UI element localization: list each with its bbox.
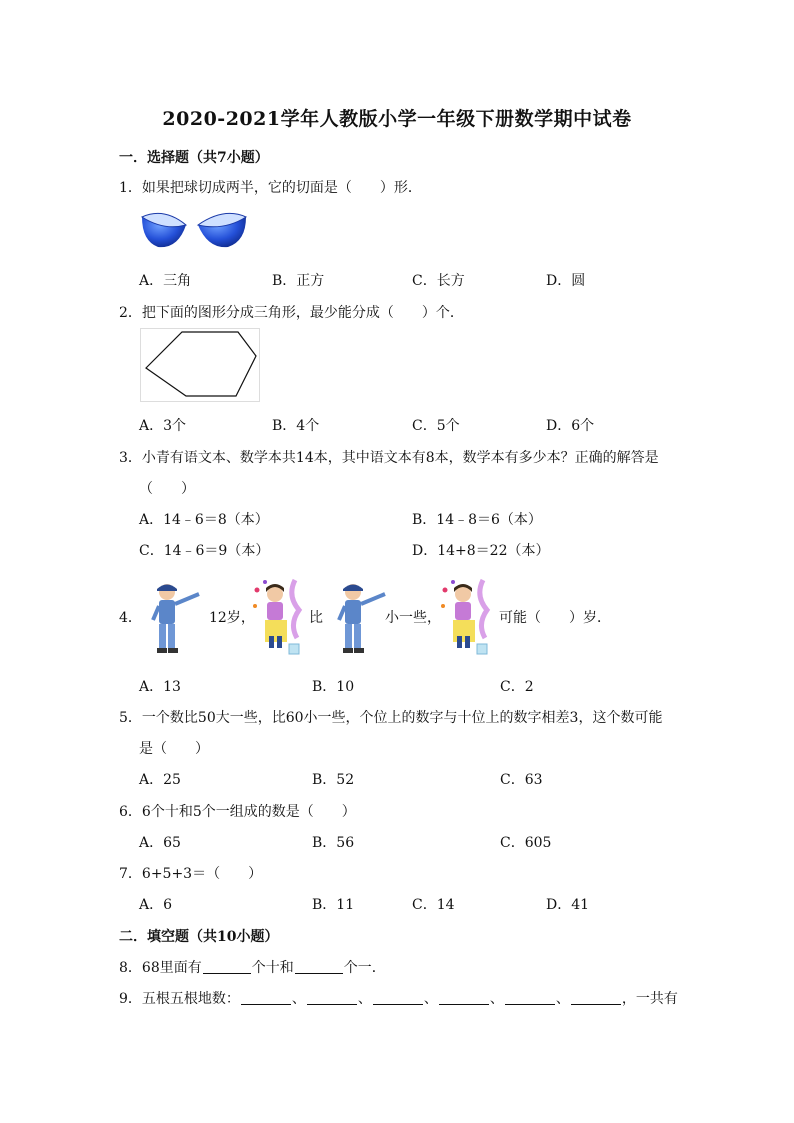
separator: 、 xyxy=(489,991,504,1007)
separator: 、 xyxy=(423,991,438,1007)
question-6-stem: 6．6个十和5个一组成的数是（ ） xyxy=(119,804,356,820)
question-4-text-3: 小一些， xyxy=(385,610,441,626)
q2-option-a[interactable]: A．3个 xyxy=(139,418,187,434)
separator: 、 xyxy=(291,991,306,1007)
half-spheres-figure xyxy=(138,205,250,253)
q7-option-d[interactable]: D．41 xyxy=(546,897,590,913)
q4-option-a[interactable]: A．13 xyxy=(139,679,181,695)
q3-option-b[interactable]: B．14﹣8＝6（本） xyxy=(412,512,542,528)
q2-option-b[interactable]: B．4个 xyxy=(272,418,320,434)
question-9-text-1: 9．五根五根地数： xyxy=(119,991,240,1007)
q4-option-c[interactable]: C．2 xyxy=(500,679,534,695)
q8-blank-ones[interactable] xyxy=(295,959,343,974)
q3-option-d[interactable]: D．14+8＝22（本） xyxy=(412,543,550,559)
section-heading-fill: 二．填空题（共10小题） xyxy=(119,929,279,945)
question-9 xyxy=(119,988,678,1008)
question-4-text-1: 12岁， xyxy=(209,610,255,626)
left-half-sphere xyxy=(142,213,186,247)
hexagon-figure xyxy=(140,328,260,402)
q3-option-c[interactable]: C．14﹣6＝9（本） xyxy=(139,543,270,559)
q6-option-b[interactable]: B．56 xyxy=(312,835,355,851)
girl-figure-1 xyxy=(251,576,309,660)
girl-figure-2 xyxy=(439,576,497,660)
boy-figure-1 xyxy=(145,580,203,656)
q9-blank-1[interactable] xyxy=(241,990,291,1005)
q1-option-d[interactable]: D．圆 xyxy=(546,273,586,289)
q5-option-c[interactable]: C．63 xyxy=(500,772,543,788)
question-8 xyxy=(119,957,386,977)
q7-option-b[interactable]: B．11 xyxy=(312,897,355,913)
page-title: 2020-2021学年人教版小学一年级下册数学期中试卷 xyxy=(162,108,632,130)
section-heading-choice: 一．选择题（共7小题） xyxy=(119,150,269,166)
boy-figure-2 xyxy=(331,580,389,656)
question-9-text-end: ，一共有 xyxy=(621,991,678,1007)
separator: 、 xyxy=(555,991,570,1007)
q1-option-b[interactable]: B．正方 xyxy=(272,273,325,289)
question-4-number: 4． xyxy=(119,610,142,626)
question-8-text-3: 个一． xyxy=(343,960,386,976)
question-5-stem: 5．一个数比50大一些，比60小一些，个位上的数字与十位上的数字相差3，这个数可能 xyxy=(119,710,663,726)
q9-blank-4[interactable] xyxy=(439,990,489,1005)
separator: 、 xyxy=(357,991,372,1007)
q9-blank-5[interactable] xyxy=(505,990,555,1005)
q8-blank-tens[interactable] xyxy=(203,959,251,974)
question-8-text-1: 8．68里面有 xyxy=(119,960,202,976)
question-4-text-4: 可能（ ）岁． xyxy=(499,610,611,626)
q2-option-d[interactable]: D．6个 xyxy=(546,418,595,434)
q9-blank-6[interactable] xyxy=(571,990,621,1005)
q1-option-c[interactable]: C．长方 xyxy=(412,273,465,289)
q4-option-b[interactable]: B．10 xyxy=(312,679,355,695)
question-2-stem: 2．把下面的图形分成三角形，最少能分成（ ）个． xyxy=(119,305,464,321)
question-4-text-2: 比 xyxy=(309,610,323,626)
q7-option-c[interactable]: C．14 xyxy=(412,897,455,913)
question-5-stem-cont: 是（ ） xyxy=(139,741,209,757)
q6-option-a[interactable]: A．65 xyxy=(139,835,181,851)
q7-option-a[interactable]: A．6 xyxy=(139,897,173,913)
q5-option-a[interactable]: A．25 xyxy=(139,772,181,788)
question-7-stem: 7．6+5+3＝（ ） xyxy=(119,866,263,882)
q2-option-c[interactable]: C．5个 xyxy=(412,418,460,434)
question-1-stem: 1．如果把球切成两半，它的切面是（ ）形． xyxy=(119,180,422,196)
q1-option-a[interactable]: A．三角 xyxy=(139,273,192,289)
question-3-stem-cont: （ ） xyxy=(139,481,195,497)
question-8-text-2: 个十和 xyxy=(251,960,294,976)
q5-option-b[interactable]: B．52 xyxy=(312,772,355,788)
q9-blank-3[interactable] xyxy=(373,990,423,1005)
q3-option-a[interactable]: A．14﹣6＝8（本） xyxy=(139,512,269,528)
q9-blank-2[interactable] xyxy=(307,990,357,1005)
q6-option-c[interactable]: C．605 xyxy=(500,835,552,851)
question-3-stem: 3．小青有语文本、数学本共14本，其中语文本有8本，数学本有多少本？正确的解答是 xyxy=(119,450,659,466)
right-half-sphere xyxy=(198,213,246,247)
question-4-row xyxy=(119,580,699,660)
